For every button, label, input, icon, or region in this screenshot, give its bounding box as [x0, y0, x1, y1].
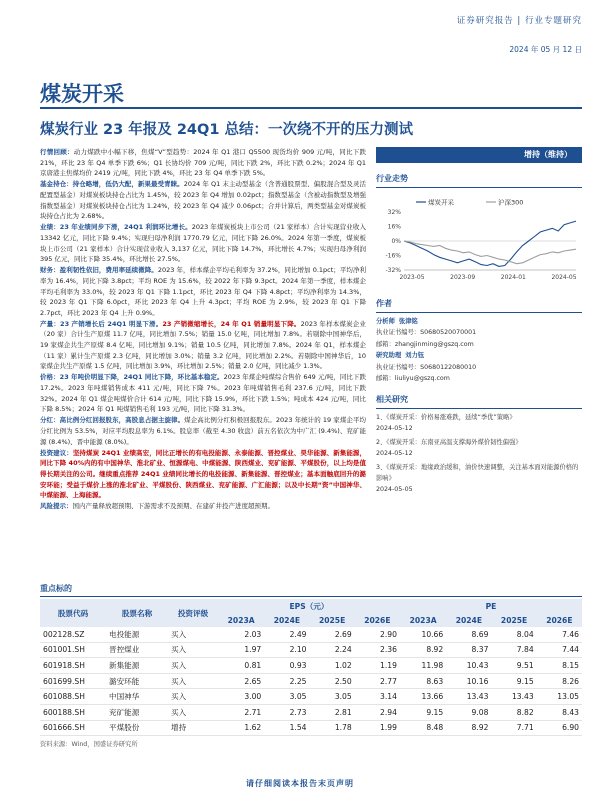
table-row — [40, 704, 582, 720]
author-role: 研究助理 刘力钰 — [376, 352, 425, 360]
author-email: 邮箱：liuliyu@gszq.com — [376, 375, 450, 383]
cell-eps: 0.93 — [264, 658, 309, 674]
summary-paragraph: 业绩：23 年业绩同步下滑，24Q1 利润环比增长。2023 年煤炭板块上市公司（21 家样本）合计实现营业收入 13342 亿元，同比下降 9.4%；实现归母净利润 1770.79 亿元，同比下降 26.0%。2024 年第一季度，煤炭板块上市公司（21 家样本）合计实现营业收入 3,137 亿元，同比下降 14.7%，环比增长 4.7%；实现归母净利润 395 亿元，同比下降 35.4%，环比增长 27.5%。 — [40, 223, 366, 264]
cell-eps: 1.78 — [310, 720, 355, 736]
cell-eps: 2.90 — [355, 627, 400, 642]
cell-eps: 1.62 — [218, 720, 264, 736]
cell-pe: 8.82 — [491, 704, 536, 720]
cell-pe: 10.43 — [446, 658, 491, 674]
cell-eps: 2.69 — [310, 627, 355, 642]
cell-pe: 8.43 — [537, 704, 582, 720]
cell-pe: 13.66 — [400, 689, 446, 705]
col-rating: 投资评级 — [168, 599, 218, 627]
y-tick-label: -16% — [385, 252, 401, 260]
table-row — [40, 627, 582, 642]
cell-pe: 7.84 — [491, 642, 536, 658]
author-list — [376, 316, 582, 384]
cell-pe: 8.92 — [446, 720, 491, 736]
cell-pe: 9.15 — [400, 704, 446, 720]
cell-code: 601699.SH — [40, 673, 106, 689]
cell-pe: 10.66 — [400, 627, 446, 642]
col-eps: EPS（元） — [218, 599, 400, 614]
cell-eps: 1.19 — [355, 658, 400, 674]
legend-b: 沪深300 — [498, 198, 524, 207]
cell-pe: 10.16 — [446, 673, 491, 689]
cell-eps: 2.65 — [218, 673, 264, 689]
table-row — [40, 642, 582, 658]
related-report[interactable]: 1、《煤炭开采：价格易涨难跌，延续“季优”策略》 2024-05-12 — [376, 414, 516, 433]
series-line-coal — [404, 221, 576, 266]
cell-eps: 3.00 — [218, 689, 264, 705]
cell-eps: 2.24 — [310, 642, 355, 658]
industry-name: 煤炭开采 — [40, 81, 124, 106]
cell-rating: 买入 — [168, 658, 218, 674]
table-row — [40, 720, 582, 736]
cell-eps: 2.77 — [355, 673, 400, 689]
key-stocks-title: 重点标的 — [40, 583, 582, 597]
cell-code: 601918.SH — [40, 658, 106, 674]
cell-name: 平煤股份 — [106, 720, 168, 736]
cell-name: 新集能源 — [106, 658, 168, 674]
cell-eps: 2.50 — [310, 673, 355, 689]
cell-pe: 9.08 — [446, 704, 491, 720]
report-title: 煤炭行业 23 年报及 24Q1 总结：一次绕不开的压力测试 — [40, 122, 413, 138]
cell-pe: 8.04 — [491, 627, 536, 642]
cell-eps: 3.05 — [310, 689, 355, 705]
cell-pe: 8.63 — [400, 673, 446, 689]
cell-pe: 13.43 — [446, 689, 491, 705]
cell-eps: 2.03 — [218, 627, 264, 642]
cell-eps: 2.36 — [355, 642, 400, 658]
legend-a: 煤炭开采 — [428, 198, 454, 207]
report-date: 2024 年 05 月 12 日 — [509, 45, 582, 54]
cell-eps: 1.97 — [218, 642, 264, 658]
col-year: 2026E — [355, 614, 400, 627]
cell-pe: 9.51 — [491, 658, 536, 674]
cell-rating: 买入 — [168, 642, 218, 658]
col-year: 2024E — [264, 614, 309, 627]
report-category: 证券研究报告 | 行业专题研究 — [456, 16, 582, 26]
cell-code: 600188.SH — [40, 704, 106, 720]
author-email: 邮箱：zhangjinming@gszq.com — [376, 340, 474, 348]
cell-pe: 11.98 — [400, 658, 446, 674]
cell-eps: 1.54 — [264, 720, 309, 736]
cell-eps: 2.73 — [264, 704, 309, 720]
author-role: 分析师 张津铭 — [376, 318, 418, 325]
cell-name: 潞安环能 — [106, 673, 168, 689]
cell-pe: 9.15 — [491, 673, 536, 689]
rating-badge: 增持（维持） — [376, 147, 582, 163]
cell-pe: 8.26 — [537, 673, 582, 689]
key-stocks-table — [40, 599, 582, 736]
col-year: 2024E — [446, 614, 491, 627]
related-report[interactable]: 3、《煤炭开采：地缘政治缓和，油价快速调整，关注基本面对能源价格的影响》 2024-05-05 — [376, 464, 579, 494]
summary-paragraph: 基金持仓：持仓略增，低仍大配，新果最受青睐。2024 年 Q1 末主动型基金（含普通股票型、偏股混合型及灵活配置型基金）对煤炭板块持仓占比为 1.45%，较 2023 年 Q4 增加 0.02pct；指数型基金（含被动指数型及增强指数型基金）对煤炭板块持仓占比为 1.24%，较 2023 年 Q4 减少 0.06pct；合并计算后，两类型基金对煤炭板块持仓占比为 2.68%。 — [40, 180, 366, 221]
cell-code: 601088.SH — [40, 689, 106, 705]
summary-paragraph: 产量：23 产销增长后 24Q1 明显下滑。23 产销微缩增长，24 年 Q1 销量明显下降。2023 年样本煤炭企业（20 家）合计生产原煤 11.7 亿吨，同比增加 7.5%；销量 15.0 亿吨，同比增加 7.8%。若剔除中国神华后，19 家煤企共生产原煤 8.4 亿吨，同比增加 9.1%；销量 10.5 亿吨，同比增加 7.8%。2024 年 Q1，样本煤企（11 家）累计生产原煤 2.3 亿吨，同比增加 3.0%；销量 3.2 亿吨，同比增加 2.2%。若剔除中国神华后，10 家煤企共生产原煤 1.5 亿吨，同比增加 3.9%，环比增加 2.5%；销量 2.0 亿吨，同比减少 1.3%。 — [40, 319, 366, 371]
table-row — [40, 658, 582, 674]
related-list — [376, 412, 582, 495]
y-tick-label: -32% — [385, 267, 401, 274]
summary-paragraph: 价格：23 年吨价明显下降，24Q1 同比下降，环比基本稳定。2023 年煤企吨煤综合售价 649 元/吨，同比下跌 17.2%。2023 年吨煤销售成本 411 元/吨，同比下降 7%。2023 年吨煤销售毛利 237.6 元/吨，同比下跌 32%。2024 年 Q1 煤企吨煤价合计 614 元/吨，同比下降 15.9%，环比下跌 1.5%；吨成本 424 元/吨，同比下降 8.5%；2024 年 Q1 吨煤销售毛利 193 元/吨，同比下降 31.3%。 — [40, 373, 366, 414]
x-tick-label: 2023-05 — [399, 274, 425, 281]
cell-code: 601666.SH — [40, 720, 106, 736]
trend-chart-svg — [376, 192, 582, 284]
cell-eps: 1.99 — [355, 720, 400, 736]
cell-rating: 增持 — [168, 720, 218, 736]
cell-eps: 2.10 — [264, 642, 309, 658]
y-tick-label: 32% — [387, 209, 401, 216]
cell-name: 兖矿能源 — [106, 704, 168, 720]
cell-eps: 2.49 — [264, 627, 309, 642]
cell-name: 中国神华 — [106, 689, 168, 705]
author-cert: 执业证书编号：S0680122080010 — [376, 363, 477, 371]
related-title: 相关研究 — [376, 394, 582, 409]
cell-code: 601001.SH — [40, 642, 106, 658]
y-tick-label: 16% — [387, 223, 401, 231]
col-pe: PE — [400, 599, 582, 614]
cell-eps: 2.71 — [218, 704, 264, 720]
cell-eps: 3.05 — [264, 689, 309, 705]
cell-eps: 0.81 — [218, 658, 264, 674]
cell-pe: 7.46 — [537, 627, 582, 642]
table-row — [40, 673, 582, 689]
brand-divider — [40, 107, 582, 109]
cell-pe: 7.71 — [491, 720, 536, 736]
col-year: 2025E — [491, 614, 536, 627]
related-report[interactable]: 2、《煤炭开采：东南亚高温支撑海外煤价韧性偏强》 2024-05-12 — [376, 439, 522, 458]
table-source: 资料来源：Wind，国盛证券研究所 — [40, 741, 138, 749]
cell-pe: 8.37 — [446, 642, 491, 658]
cell-pe: 8.69 — [446, 627, 491, 642]
x-tick-label: 2024-05 — [551, 274, 577, 281]
cell-pe: 13.05 — [537, 689, 582, 705]
summary-body — [40, 147, 366, 513]
x-tick-label: 2024-01 — [500, 274, 526, 281]
cell-eps: 2.25 — [264, 673, 309, 689]
cell-eps: 2.94 — [355, 704, 400, 720]
sidebar — [376, 147, 582, 495]
cell-rating: 买入 — [168, 673, 218, 689]
summary-paragraph: 财务：盈利韧性依旧，费用率延续微降。2023 年，样本煤企平均毛利率为 37.2%，同比增加 0.1pct；平均净利率为 16.4%，同比下降 3.8pct；平均 ROE 为 15.6%，较 2022 年下降 9.3pct。2024 年第一季度，样本煤企平均毛利率为 33.0%，较 2023 年 Q1 下降 1.1pct，环比 2023 年 Q4 下降 4.8pct；平均净利率为 14.3%，较 2023 年 Q1 下降 6.0pct，环比 2023 年 Q4 上升 4.3pct；平均 ROE 为 2.9%，较 2023 年 Q1 下降 2.7pct，环比 2023 年 Q4 上升 0.9%。 — [40, 266, 366, 317]
cell-pe: 13.43 — [491, 689, 536, 705]
summary-paragraph: 风险提示：国内产量释放超预期、下游需求不及预期、在建矿井投产进度超预期。 — [40, 502, 274, 511]
cell-eps: 3.14 — [355, 689, 400, 705]
cell-pe: 8.15 — [537, 658, 582, 674]
cell-code: 002128.SZ — [40, 627, 106, 642]
trend-title: 行业走势 — [376, 173, 582, 188]
col-year: 2026E — [537, 614, 582, 627]
cell-pe: 6.90 — [537, 720, 582, 736]
col-year: 2025E — [310, 614, 355, 627]
col-name: 股票名称 — [106, 599, 168, 627]
cell-pe: 8.48 — [400, 720, 446, 736]
cell-name: 晋控煤业 — [106, 642, 168, 658]
cell-rating: 买入 — [168, 689, 218, 705]
summary-paragraph: 投资建议：坚持煤炭 24Q1 业绩高宏，同比正增长的有电投能源、永泰能源、晋控煤业、昊华能源、新集能源，同比下降 40%内的有中国神华、淮北矿业、恒源煤电、中煤能源、陕西煤业、兖矿能源、平煤股份，以上均是值得长期关注的公司。继续重点推荐 24Q1 业绩同比增长的电投能源、新集能源、晋控煤业；基本面触底回升的潞安环能；受益于煤价上涨的淮北矿业、平煤股份、陕西煤业、兖矿能源、广汇能源；以及中长期“资”中国神华、中煤能源、上海能源。 — [40, 448, 366, 500]
footer-disclaimer: 请仔细阅读本报告末页声明 — [246, 779, 354, 788]
author-title: 作者 — [376, 298, 582, 313]
col-code: 股票代码 — [40, 599, 106, 627]
cell-eps: 1.02 — [310, 658, 355, 674]
cell-eps: 2.81 — [310, 704, 355, 720]
cell-pe: 7.44 — [537, 642, 582, 658]
cell-rating: 买入 — [168, 704, 218, 720]
trend-chart — [376, 192, 582, 288]
summary-paragraph: 分红：高比例分红回报股东，高股息占据主旋律。煤企高比例分红积极回报股东。2023 年统计的 19 家煤企平均分红比例为 53.5%，对应平均股息率为 6.1%。股息率（截至 4.30 收盘）前五名依次为中广汇 (9.4%)、兖矿能源 (8.4%)、晋中能源 (8.0%)。 — [40, 416, 367, 446]
x-tick-label: 2023-09 — [450, 274, 476, 281]
author-cert: 执业证书编号：S0680520070001 — [376, 329, 477, 337]
col-year: 2023A — [218, 614, 264, 627]
col-year: 2023A — [400, 614, 446, 627]
cell-pe: 8.92 — [400, 642, 446, 658]
y-tick-label: 0% — [391, 238, 401, 245]
summary-paragraph: 行情回顾：动力煤跌中小幅下移，焦煤“V”型趋势：2024 年 Q1 港口 Q5500 现货均价 909 元/吨，同比下跌 21%，环比 23 年 Q4 单季下跌 6%；Q1 长协均价 709 元/吨，同比下跌 2%，环比下跌 0.2%；2024 年 Q1 京唐港主焦煤均价 2419 元/吨，同比下跌 4%，环比 23 年 Q4 单季下跌 5%。 — [40, 148, 366, 178]
key-stocks-section — [40, 583, 582, 748]
table-row — [40, 689, 582, 705]
cell-rating: 买入 — [168, 627, 218, 642]
cell-name: 电投能源 — [106, 627, 168, 642]
